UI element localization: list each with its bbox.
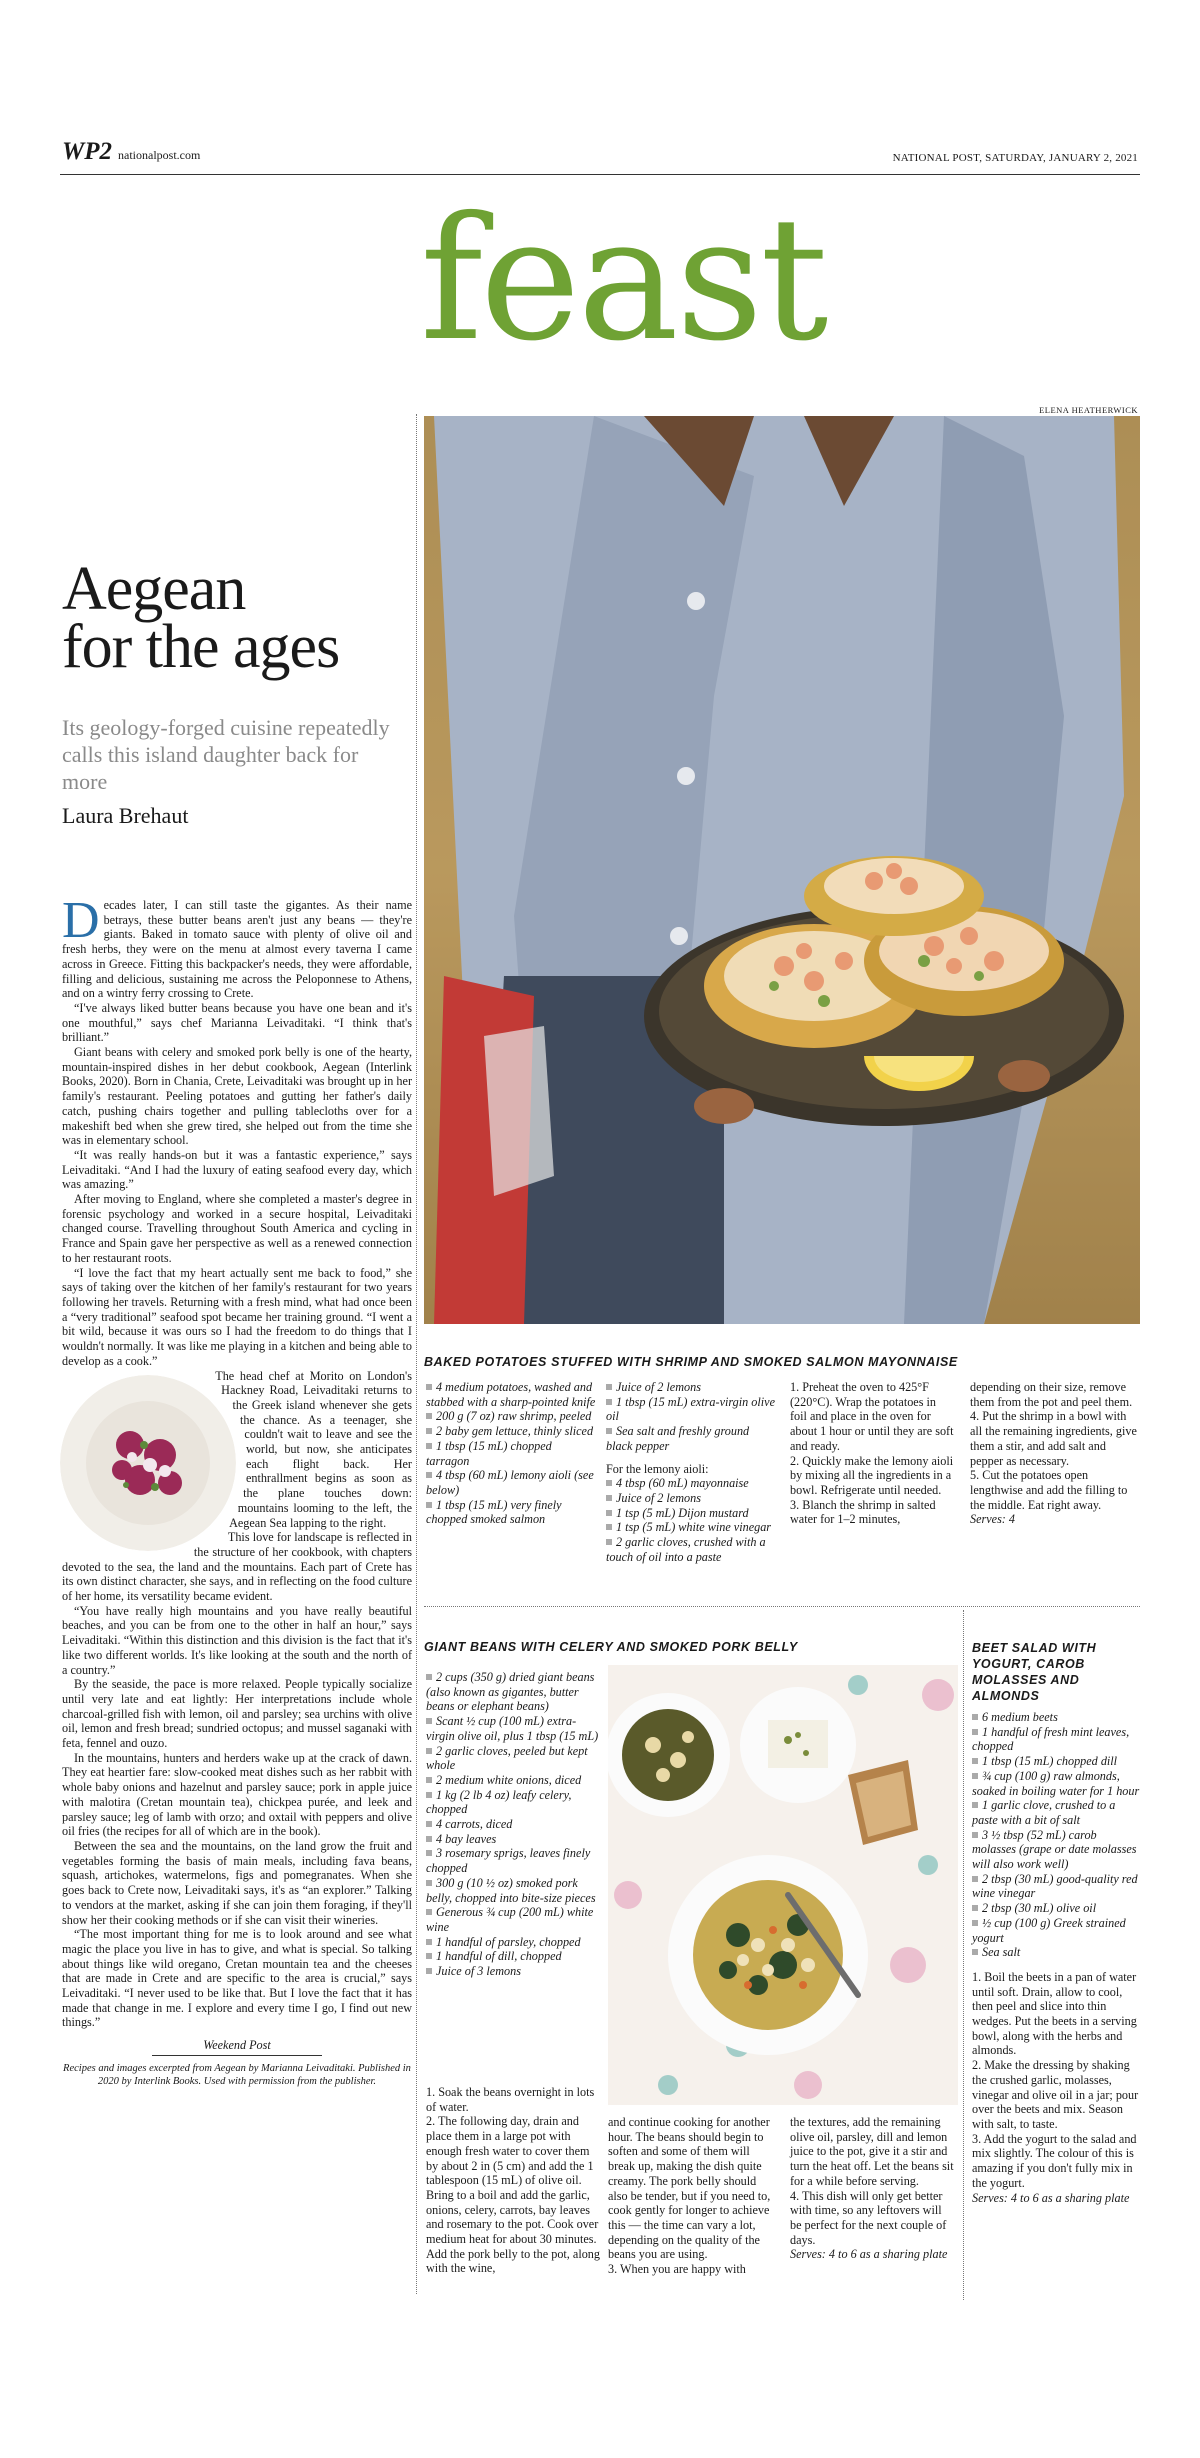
ingredient: 1 tsp (5 mL) Dijon mustard	[606, 1506, 778, 1521]
paper-dateline: NATIONAL POST, SATURDAY, JANUARY 2, 2021	[892, 152, 1138, 164]
serves: Serves: 4 to 6 as a sharing plate	[790, 2247, 948, 2262]
ingredient: 2 garlic cloves, crushed with a touch of oil into a paste	[606, 1535, 766, 1564]
recipe-1-title: BAKED POTATOES STUFFED WITH SHRIMP AND SMOKED SALMON MAYONNAISE	[424, 1355, 958, 1369]
ingredient: Sea salt and freshly ground black pepper	[606, 1424, 750, 1453]
byline: Laura Brehaut	[62, 803, 189, 828]
paragraph-text: ecades later, I can still taste the gigantes. As their name betrays, these butter beans aren't just any beans — they're giants. Baked in tomato sauce with plenty of olive oil and fresh herbs, they were on the menu at almost every taverna I came across in Greece. Fitting this backpacker's needs, they were affordable, filling and delicious, sustaining me across the Peloponnese to Athens, and on a wintry ferry crossing to Crete.	[62, 898, 412, 1001]
paragraph: “I've always liked butter beans because you have one bean and it's one mouthful,” says chef Marianna Leivaditaki. “I think that's brilliant.”	[62, 1000, 412, 1045]
ingredient: 2 baby gem lettuce, thinly sliced	[426, 1424, 596, 1439]
paragraph: By the seaside, the pace is more relaxed. People typically socialize until very late and eat lightly: Her interpretations include whole charcoal-grilled fish with lemon, oil and parsley; sea urchins with olive oil, lemon and fresh bread; sundried octopus; and mussel saganaki with feta, fennel and ouzo.	[62, 1677, 412, 1751]
recipe-divider	[424, 1606, 1140, 1607]
ingredient: Juice of 3 lemons	[426, 1964, 601, 1979]
site-url[interactable]: nationalpost.com	[118, 148, 201, 162]
paragraph: Giant beans with celery and smoked pork belly is one of the hearty, mountain-inspired dishes in her debut cookbook, Aegean (Interlink Books, 2020). Born in Chania, Crete, Leivaditaki was brought up in her family's restaurant. Peeling potatoes and gutting her father's daily catch, pushing chairs together and pulling tablecloths over for a makeshift bed when she grew tired, she helped out from the time she was in elementary school.	[62, 1045, 412, 1148]
excerpt-note: Recipes and images excerpted from Aegean by Marianna Leivaditaki. Published in 2020 by Interlink Books. Used with permission from the publisher.	[63, 2062, 411, 2087]
paragraph: The head chef at Morito on London's Hackney Road, Leivaditaki returns to the Greek island whenever she gets the chance. As a teenager, she couldn't wait to leave and see the world, but now, she anticipates each flight back. Her enthrallment begins as soon as the plane touches down: mountains looming to the left, the Aegean Sea lapping to the right.	[215, 1368, 412, 1530]
ingredient: 1 tbsp (15 mL) very finely chopped smoked salmon	[426, 1497, 562, 1527]
recipe-column-divider	[963, 1610, 964, 2300]
recipe-2-steps-a: 1. Soak the beans overnight in lots of water. 2. The following day, drain and place them in a large pot with enough fresh water to cover them by about 2 in (5 cm) and add the 1 tablespoon (15 mL) of olive oil. Bring to a boil and add the garlic, onions, celery, carrots, bay leaves and rosemary to the pot. Cook over medium heat for about 30 minutes. Add the pork belly to the pot, along with the wine,	[426, 2085, 600, 2276]
ingredient: Juice of 2 lemons	[606, 1380, 778, 1395]
ingredient: 4 medium potatoes, washed and stabbed with a sharp-pointed knife	[426, 1380, 596, 1409]
ingredient: 4 bay leaves	[426, 1832, 601, 1847]
paragraph: “It was really hands-on but it was a fantastic experience,” says Leivaditaki. “And I had the luxury of eating seafood every day, which was amazing.”	[62, 1147, 412, 1192]
ingredient: Scant ½ cup (100 mL) extra-virgin olive oil, plus 1 tbsp (15 mL)	[426, 1714, 599, 1743]
recipe-3-ingredients	[972, 1710, 1140, 2205]
paragraph: After moving to England, where she completed a master's degree in forensic psychology and worked in a secure hospital, Leivaditaki changed course. Travelling throughout South America and cycling in France and Spain gave her perspective as well as a renewed connection to her restaurant roots.	[62, 1192, 412, 1265]
ingredient: 1 tbsp (15 mL) chopped dill	[972, 1754, 1140, 1769]
recipe-2-steps-c	[790, 2115, 955, 2262]
ingredient: 3 ½ tbsp (52 mL) carob molasses (grape or date molasses will also work well)	[972, 1827, 1137, 1872]
hero-photo	[424, 416, 1140, 1324]
article-headline	[62, 555, 402, 681]
ingredient: 4 tbsp (60 mL) lemony aioli (see below)	[426, 1468, 594, 1497]
column-divider	[416, 414, 417, 2294]
drop-cap: D	[62, 892, 100, 949]
serves: Serves: 4	[970, 1512, 1016, 1527]
ingredient: 2 garlic cloves, peeled but kept whole	[426, 1743, 588, 1773]
recipe-1-ingredients-b	[606, 1380, 778, 1564]
paragraph: “I love the fact that my heart actually sent me back to food,” she says of taking over the kitchen of her family's restaurant for two years following her travels. Returning with a fresh mind, what had once been a “very traditional” seafood spot became her training ground. “I went a bit wild, because it was ours so I had the freedom to do things that I wouldn't normally. It was like me playing in a kitchen and being able to develop as a cook.”	[62, 1265, 412, 1368]
ingredient: 1 handful of dill, chopped	[426, 1949, 601, 1964]
page-number: WP2	[62, 138, 112, 165]
ingredient: 1 kg (2 lb 4 oz) leafy celery, chopped	[426, 1787, 572, 1817]
ingredient: ½ cup (100 g) Greek strained yogurt	[972, 1915, 1126, 1945]
ingredient: Sea salt	[972, 1945, 1140, 1960]
method-text: depending on their size, remove them from the pot and peel them. 4. Put the shrimp in a bowl with all the remaining ingredients, give them a stir, and add salt and pepper as necessary. 5. Cut the potatoes open lengthwise and add the filling to the middle. Eat right away.	[970, 1380, 1137, 1512]
signoff-rule	[152, 2055, 322, 2056]
ingredient: 1 tbsp (15 mL) chopped tarragon	[426, 1438, 552, 1468]
article-dek: Its geology-forged cuisine repeatedly calls this island daughter back for more	[62, 715, 390, 794]
ingredient: 1 handful of parsley, chopped	[426, 1935, 601, 1950]
recipe-2-title: GIANT BEANS WITH CELERY AND SMOKED PORK BELLY	[424, 1640, 798, 1654]
beans-photo	[608, 1665, 958, 2105]
serves: Serves: 4 to 6 as a sharing plate	[972, 2190, 1130, 2205]
photo-credit: ELENA HEATHERWICK	[1039, 405, 1138, 415]
ingredient: 6 medium beets	[972, 1710, 1140, 1725]
ingredient: 1 tbsp (15 mL) extra-virgin olive oil	[606, 1394, 775, 1424]
ingredient: 200 g (7 oz) raw shrimp, peeled	[426, 1409, 596, 1424]
page-folio	[62, 138, 200, 166]
headline-line-1: Aegean	[62, 555, 246, 623]
recipe-1-steps-b	[970, 1380, 1138, 1527]
ingredient: Generous ¾ cup (200 mL) white wine	[426, 1905, 594, 1934]
beans-photo-illustration	[608, 1665, 958, 2105]
ingredient: Juice of 2 lemons	[606, 1491, 778, 1506]
ingredient: 4 tbsp (60 mL) mayonnaise	[606, 1476, 778, 1491]
recipe-1-steps-a: 1. Preheat the oven to 425°F (220°C). Wrap the potatoes in foil and place in the oven for about 1 hour or until they are soft and ready. 2. Quickly make the lemony aioli by mixing all the ingredients in a bowl. Refrigerate until needed. 3. Blanch the shrimp in salted water for 1–2 minutes,	[790, 1380, 954, 1527]
ingredient: ¾ cup (100 g) raw almonds, soaked in boiling water for 1 hour	[972, 1768, 1140, 1798]
method-text: 1. Boil the beets in a pan of water until soft. Drain, allow to cool, then peel and slice into thin wedges. Put the beets in a serving bowl, along with the herbs and almonds. 2. Make the dressing by shaking the crushed garlic, molasses, vinegar and olive oil in a jar; pour over the beets and mix. Season with salt, to taste. 3. Add the yogurt to the salad and mix slightly. The colour of this is amazing if you don't fully mix in the yogurt.	[972, 1969, 1139, 2190]
headline-line-2: for the ages	[62, 613, 340, 681]
paragraph	[62, 892, 412, 1001]
ingredient: 1 handful of fresh mint leaves, chopped	[972, 1724, 1130, 1754]
section-title: feast	[420, 181, 826, 379]
paragraph: Between the sea and the mountains, on the land grow the fruit and vegetables forming the basis of main meals, including fava beans, squash, artichokes, watermelons, figs and pomegranates. When she goes back to Crete now, Leivaditaki says, it's as “an explorer.” Talking to vendors at the market, asking if she can join them foraging, if they'll show her their cooking methods or if she can visit their wineries.	[62, 1839, 412, 1927]
signoff: Weekend Post	[203, 2038, 271, 2053]
ingredient: 1 garlic clove, crushed to a paste with a bit of salt	[972, 1798, 1116, 1827]
ingredient: 2 tbsp (30 mL) olive oil	[972, 1901, 1140, 1916]
paragraph: “The most important thing for me is to look around and see what magic the place you live in has to give, and what is special. So talking about things like wild oregano, Cretan mountain tea and the cheeses that are made in Crete and are specific to the area is crucial,” says Leivaditaki. “I never used to be like that. But I love the fact that it has made that change in me. I explore and every time I go, I find out new things.”	[62, 1927, 412, 2030]
ingredient: 4 carrots, diced	[426, 1817, 601, 1832]
ingredient: 1 tsp (5 mL) white wine vinegar	[606, 1520, 778, 1535]
ingredient: 2 cups (350 g) dried giant beans (also known as gigantes, butter beans or elephant beans)	[426, 1670, 595, 1714]
ingredient: 3 rosemary sprigs, leaves finely chopped	[426, 1846, 591, 1876]
paragraph: In the mountains, hunters and herders wake up at the crack of dawn. They eat heartier fare: slow-cooked meat dishes such as her rabbit with whole baby onions and hazelnut and parsley sauce; pork in apple juice with malotira (Cretan mountain tea), chickpea purée, and leek and parsley sauce; leg of lamb with orzo; and oxtail with peppers and olive oil fries (the recipes for all of which are in the book).	[62, 1750, 412, 1839]
recipe-2-ingredients	[426, 1670, 601, 1979]
recipe-1-ingredients-a	[426, 1380, 596, 1527]
beet-salad-illustration	[60, 1375, 236, 1551]
header-rule	[60, 174, 1140, 175]
paragraph: “You have really high mountains and you have really beautiful beaches, and you can be from one to the other in half an hour,” says Leivaditaki. “Within this distinction and this division is the fact that it's like two different worlds. It's like looking at the south and the north of a country.”	[62, 1603, 412, 1677]
beet-salad-photo	[60, 1375, 236, 1551]
recipe-2-steps-b: and continue cooking for another hour. The beans should begin to soften and some of them will break up, making the dish quite creamy. The pork belly should also be tender, but if you need to, cook gently for longer to achieve this — the time can vary a lot, depending on the quality of the beans you are using. 3. When you are happy with	[608, 2115, 771, 2277]
ingredient: 2 tbsp (30 mL) good-quality red wine vinegar	[972, 1871, 1138, 1901]
ingredient: 2 medium white onions, diced	[426, 1773, 601, 1788]
article-body	[62, 892, 412, 2088]
aioli-label: For the lemony aioli:	[606, 1461, 709, 1476]
ingredient: 300 g (10 ½ oz) smoked pork belly, chopped into bite-size pieces	[426, 1875, 596, 1905]
recipe-3-title: BEET SALAD WITH YOGURT, CAROB MOLASSES AND ALMONDS	[972, 1641, 1097, 1703]
method-text: the textures, add the remaining olive oil, parsley, dill and lemon juice to the pot, give it a stir and turn the heat off. Let the beans sit for a while before serving. 4. This dish will only get better with time, so any leftovers will be perfect for the next couple of days.	[790, 2115, 954, 2247]
hero-photo-illustration	[424, 416, 1140, 1324]
paragraph: This love for landscape is reflected in the structure of her cookbook, with chapters devoted to the sea, the land and the mountains. Each part of Crete has its own distinct character, she says, and in reflecting on the food culture of her home, its versatility became evident.	[62, 1530, 412, 1604]
